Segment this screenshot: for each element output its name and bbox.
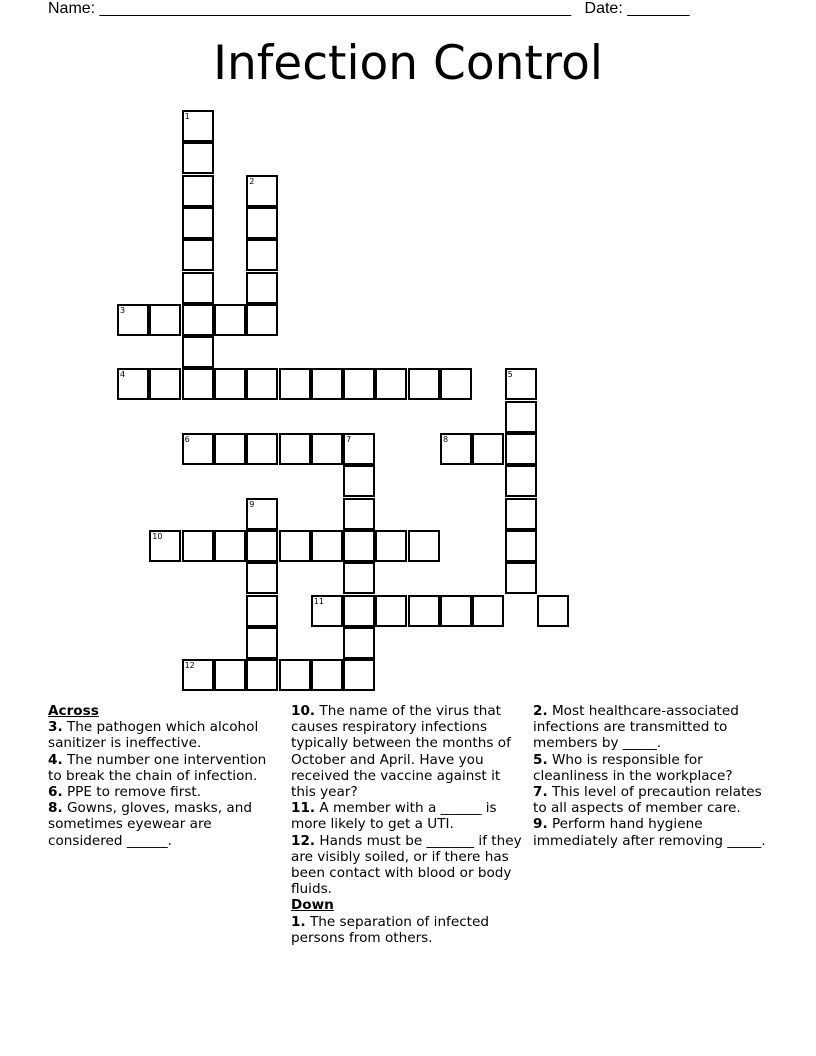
grid-cell[interactable] — [343, 368, 375, 400]
grid-cell[interactable] — [182, 368, 214, 400]
grid-cell[interactable] — [182, 304, 214, 336]
grid-cell[interactable] — [375, 530, 407, 562]
grid-cell[interactable] — [343, 433, 375, 465]
grid-cell[interactable] — [214, 433, 246, 465]
grid-cell[interactable] — [311, 433, 343, 465]
grid-cell[interactable] — [343, 465, 375, 497]
clue-across-12: 12. Hands must be _______ if they are visibly soiled, or if there has been contact with blood or body fluids. — [291, 832, 522, 898]
grid-cell[interactable] — [343, 562, 375, 594]
clue-number: 11 — [313, 596, 324, 606]
grid-cell[interactable] — [182, 336, 214, 368]
grid-cell[interactable] — [182, 207, 214, 239]
grid-cell[interactable] — [408, 368, 440, 400]
grid-cell[interactable] — [214, 368, 246, 400]
grid-cell[interactable] — [279, 530, 311, 562]
grid-cell[interactable] — [182, 530, 214, 562]
clue-number: 2 — [249, 176, 255, 186]
grid-cell[interactable] — [246, 498, 278, 530]
grid-cell[interactable] — [408, 595, 440, 627]
grid-cell[interactable] — [182, 659, 214, 691]
grid-cell[interactable] — [505, 530, 537, 562]
grid-cell[interactable] — [182, 239, 214, 271]
grid-cell[interactable] — [182, 272, 214, 304]
grid-cell[interactable] — [246, 595, 278, 627]
grid-cell[interactable] — [472, 433, 504, 465]
grid-cell[interactable] — [375, 368, 407, 400]
page-title: Infection Control — [213, 36, 603, 91]
grid-cell[interactable] — [440, 368, 472, 400]
grid-cell[interactable] — [343, 498, 375, 530]
clue-down-2: 2. Most healthcare-associated infections are transmitted to members by _____. — [533, 703, 739, 752]
across-heading: Across — [48, 703, 99, 719]
clue-number: 5 — [507, 370, 513, 380]
grid-cell[interactable] — [343, 627, 375, 659]
grid-cell[interactable] — [182, 433, 214, 465]
grid-cell[interactable] — [279, 368, 311, 400]
clue-across-4: 4. The number one intervention to break the chain of infection. — [48, 751, 267, 784]
clue-number: 1 — [184, 112, 190, 121]
grid-cell[interactable] — [505, 368, 537, 400]
date-field-label: Date: _______ — [584, 0, 690, 17]
clue-number: 8 — [443, 435, 449, 444]
clue-down-9: 9. Perform hand hygiene immediately after removing _____. — [533, 816, 766, 849]
grid-cell[interactable] — [214, 304, 246, 336]
grid-cell[interactable] — [214, 659, 246, 691]
grid-cell[interactable] — [246, 530, 278, 562]
grid-cell[interactable] — [117, 368, 149, 400]
clue-number: 3 — [120, 305, 126, 315]
grid-cell[interactable] — [214, 530, 246, 562]
grid-cell[interactable] — [537, 595, 569, 627]
grid-cell[interactable] — [408, 530, 440, 562]
clue-column-3 — [533, 703, 769, 849]
grid-cell[interactable] — [246, 175, 278, 207]
grid-cell[interactable] — [343, 530, 375, 562]
grid-cell[interactable] — [149, 530, 181, 562]
clue-number: 12 — [184, 661, 195, 671]
grid-cell[interactable] — [375, 595, 407, 627]
clue-number: 7 — [346, 435, 352, 444]
name-field-label: Name: _____________________________________________________ — [48, 0, 572, 17]
grid-cell[interactable] — [343, 659, 375, 691]
grid-cell[interactable] — [440, 595, 472, 627]
grid-cell[interactable] — [246, 368, 278, 400]
grid-cell[interactable] — [279, 433, 311, 465]
grid-cell[interactable] — [149, 368, 181, 400]
clue-down-5: 5. Who is responsible for cleanliness in the workplace? — [533, 751, 733, 784]
clue-number: 6 — [184, 435, 190, 444]
grid-cell[interactable] — [182, 175, 214, 207]
grid-cell[interactable] — [117, 304, 149, 336]
grid-cell[interactable] — [343, 595, 375, 627]
grid-cell[interactable] — [246, 239, 278, 271]
grid-cell[interactable] — [505, 433, 537, 465]
clue-column-1 — [48, 703, 280, 849]
clue-across-6: 6. PPE to remove first. — [48, 784, 202, 801]
grid-cell[interactable] — [246, 207, 278, 239]
grid-cell[interactable] — [311, 595, 343, 627]
grid-cell[interactable] — [505, 498, 537, 530]
grid-cell[interactable] — [246, 627, 278, 659]
clue-number: 4 — [120, 370, 126, 380]
clue-column-2 — [291, 703, 523, 946]
clue-down-7: 7. This level of precaution relates to all aspects of member care. — [533, 784, 762, 817]
grid-cell[interactable] — [246, 562, 278, 594]
grid-cell[interactable] — [246, 433, 278, 465]
grid-cell[interactable] — [246, 304, 278, 336]
grid-cell[interactable] — [279, 659, 311, 691]
grid-cell[interactable] — [182, 110, 214, 142]
grid-cell[interactable] — [472, 595, 504, 627]
clue-across-11: 11. A member with a ______ is more likely to get a UTI. — [291, 800, 497, 833]
grid-cell[interactable] — [505, 465, 537, 497]
clue-across-10: 10. The name of the virus that causes respiratory infections typically between the months of October and April. Have you received the vaccine against it this year? — [291, 703, 511, 801]
down-heading: Down — [291, 897, 334, 914]
grid-cell[interactable] — [505, 562, 537, 594]
clue-down-1: 1. The separation of infected persons from others. — [291, 913, 490, 946]
grid-cell[interactable] — [505, 401, 537, 433]
grid-cell[interactable] — [182, 142, 214, 174]
grid-cell[interactable] — [246, 659, 278, 691]
clue-number: 9 — [249, 499, 255, 509]
grid-cell[interactable] — [149, 304, 181, 336]
grid-cell[interactable] — [440, 433, 472, 465]
clue-number: 10 — [152, 531, 163, 541]
clue-across-8: 8. Gowns, gloves, masks, and sometimes eyewear are considered ______. — [48, 800, 252, 849]
grid-cell[interactable] — [311, 368, 343, 400]
grid-cell[interactable] — [246, 272, 278, 304]
grid-cell[interactable] — [311, 530, 343, 562]
clue-across-3: 3. The pathogen which alcohol sanitizer is ineffective. — [48, 719, 259, 752]
grid-cell[interactable] — [311, 659, 343, 691]
